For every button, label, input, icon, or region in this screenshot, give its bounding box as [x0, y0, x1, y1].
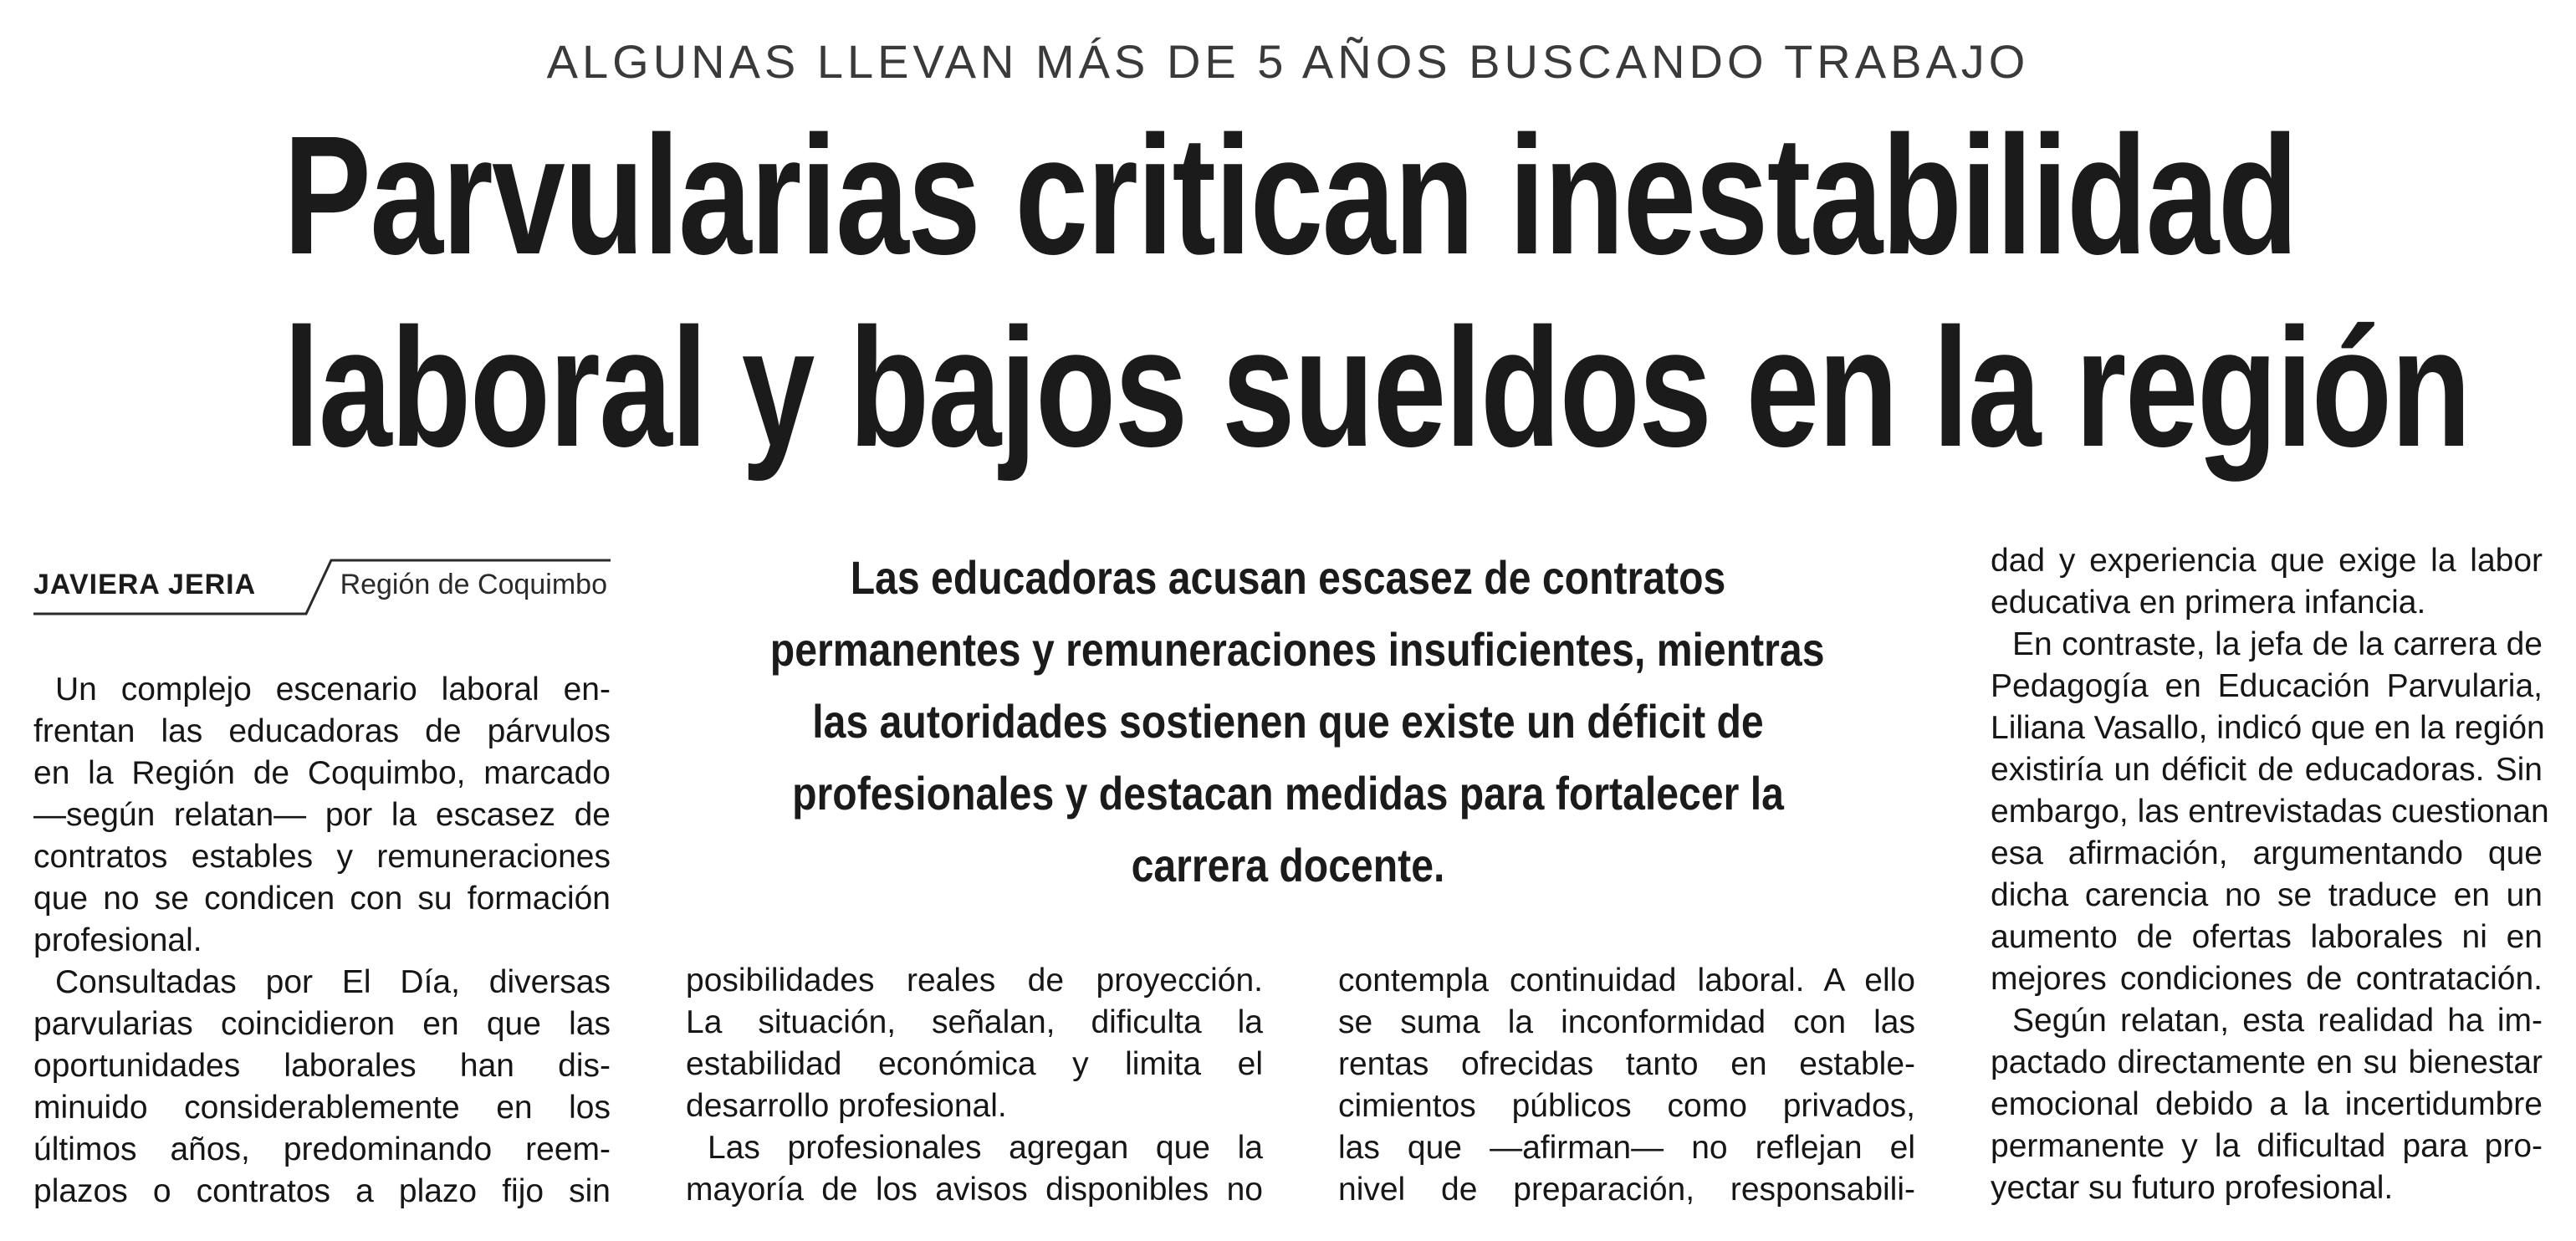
text-line: dad y experiencia que exige la labor — [1991, 543, 2543, 579]
body-column-2 — [686, 960, 1263, 1211]
text-line: estabilidad económica y limita el — [686, 1046, 1263, 1082]
lead-line: permanentes y remuneraciones insuficientes, mientras — [769, 623, 1825, 676]
article-kicker: ALGUNAS LLEVAN MÁS DE 5 AÑOS BUSCANDO TRABAJO — [546, 35, 2030, 88]
text-line: se suma la inconformidad con las — [1338, 1004, 1915, 1040]
text-line: mayoría de los avisos disponibles no — [686, 1172, 1263, 1208]
text-line: Según relatan, esta realidad ha im- — [2012, 1003, 2543, 1039]
article-lead — [686, 542, 1890, 901]
text-line: La situación, señalan, dificulta la — [686, 1004, 1263, 1040]
text-line: yectar su futuro profesional. — [1991, 1170, 2394, 1206]
text-line: minuido considerablemente en los — [33, 1090, 611, 1126]
text-line: nivel de preparación, responsabili- — [1338, 1172, 1915, 1208]
text-line: mejores condiciones de contratación. — [1991, 961, 2543, 997]
text-line: parvularias coincidieron en que las — [33, 1006, 611, 1042]
lead-line: Las educadoras acusan escasez de contratos — [850, 551, 1726, 604]
text-line: permanente y la dificultad para pro- — [1991, 1128, 2543, 1164]
text-line: Consultadas por El Día, diversas — [55, 964, 611, 1000]
byline — [33, 555, 611, 615]
lead-line: profesionales y destacan medidas para fortalecer la — [792, 767, 1784, 820]
headline-line-1: Parvularias critican inestabilidad — [283, 100, 2297, 289]
text-line: educativa en primera infancia. — [1991, 585, 2426, 620]
text-line: Liliana Vasallo, indicó que en la región — [1991, 710, 2545, 746]
text-line: profesional. — [33, 922, 202, 958]
text-line: esa afirmación, argumentando que — [1991, 835, 2543, 871]
text-line: embargo, las entrevistadas cuestionan — [1991, 794, 2549, 830]
text-line: emocional debido a la incertidumbre — [1991, 1086, 2543, 1122]
text-line: existiría un déficit de educadoras. Sin — [1991, 752, 2543, 788]
text-line: En contraste, la jefa de la carrera de — [2012, 626, 2543, 662]
text-line: Un complejo escenario laboral en- — [55, 672, 611, 707]
lead-line: las autoridades sostienen que existe un déficit de — [812, 695, 1764, 748]
lead-line: carrera docente. — [1131, 839, 1445, 891]
text-line: que no se condicen con su formación — [33, 881, 611, 917]
body-column-1 — [33, 669, 611, 1213]
text-line: aumento de ofertas laborales ni en — [1991, 919, 2543, 955]
byline-author: JAVIERA JERIA — [33, 569, 257, 600]
text-line: —según relatan— por la escasez de — [33, 797, 611, 833]
text-line: cimientos públicos como privados, — [1338, 1088, 1915, 1124]
text-line: dicha carencia no se traduce en un — [1991, 877, 2543, 913]
body-column-3 — [1338, 960, 1915, 1211]
text-line: posibilidades reales de proyección. — [686, 963, 1263, 998]
headline-line-2: laboral y bajos sueldos en la región — [283, 293, 2471, 482]
text-line: contratos estables y remuneraciones — [33, 839, 611, 875]
text-line: últimos años, predominando reem- — [33, 1131, 611, 1167]
text-line: oportunidades laborales han dis- — [33, 1048, 611, 1084]
body-column-4 — [1991, 540, 2549, 1209]
text-line: en la Región de Coquimbo, marcado — [33, 755, 611, 791]
text-line: pactado directamente en su bienestar — [1991, 1044, 2543, 1080]
text-line: Pedagogía en Educación Parvularia, — [1991, 668, 2543, 704]
byline-location: Región de Coquimbo — [340, 569, 607, 600]
text-line: plazos o contratos a plazo fijo sin — [33, 1173, 611, 1209]
text-line: desarrollo profesional. — [686, 1088, 1007, 1124]
text-line: contempla continuidad laboral. A ello — [1338, 963, 1915, 998]
text-line: las que —afirman— no reflejan el — [1338, 1130, 1915, 1166]
text-line: rentas ofrecidas tanto en estable- — [1338, 1046, 1915, 1082]
text-line: frentan las educadoras de párvulos — [33, 713, 611, 749]
text-line: Las profesionales agregan que la — [708, 1130, 1263, 1166]
